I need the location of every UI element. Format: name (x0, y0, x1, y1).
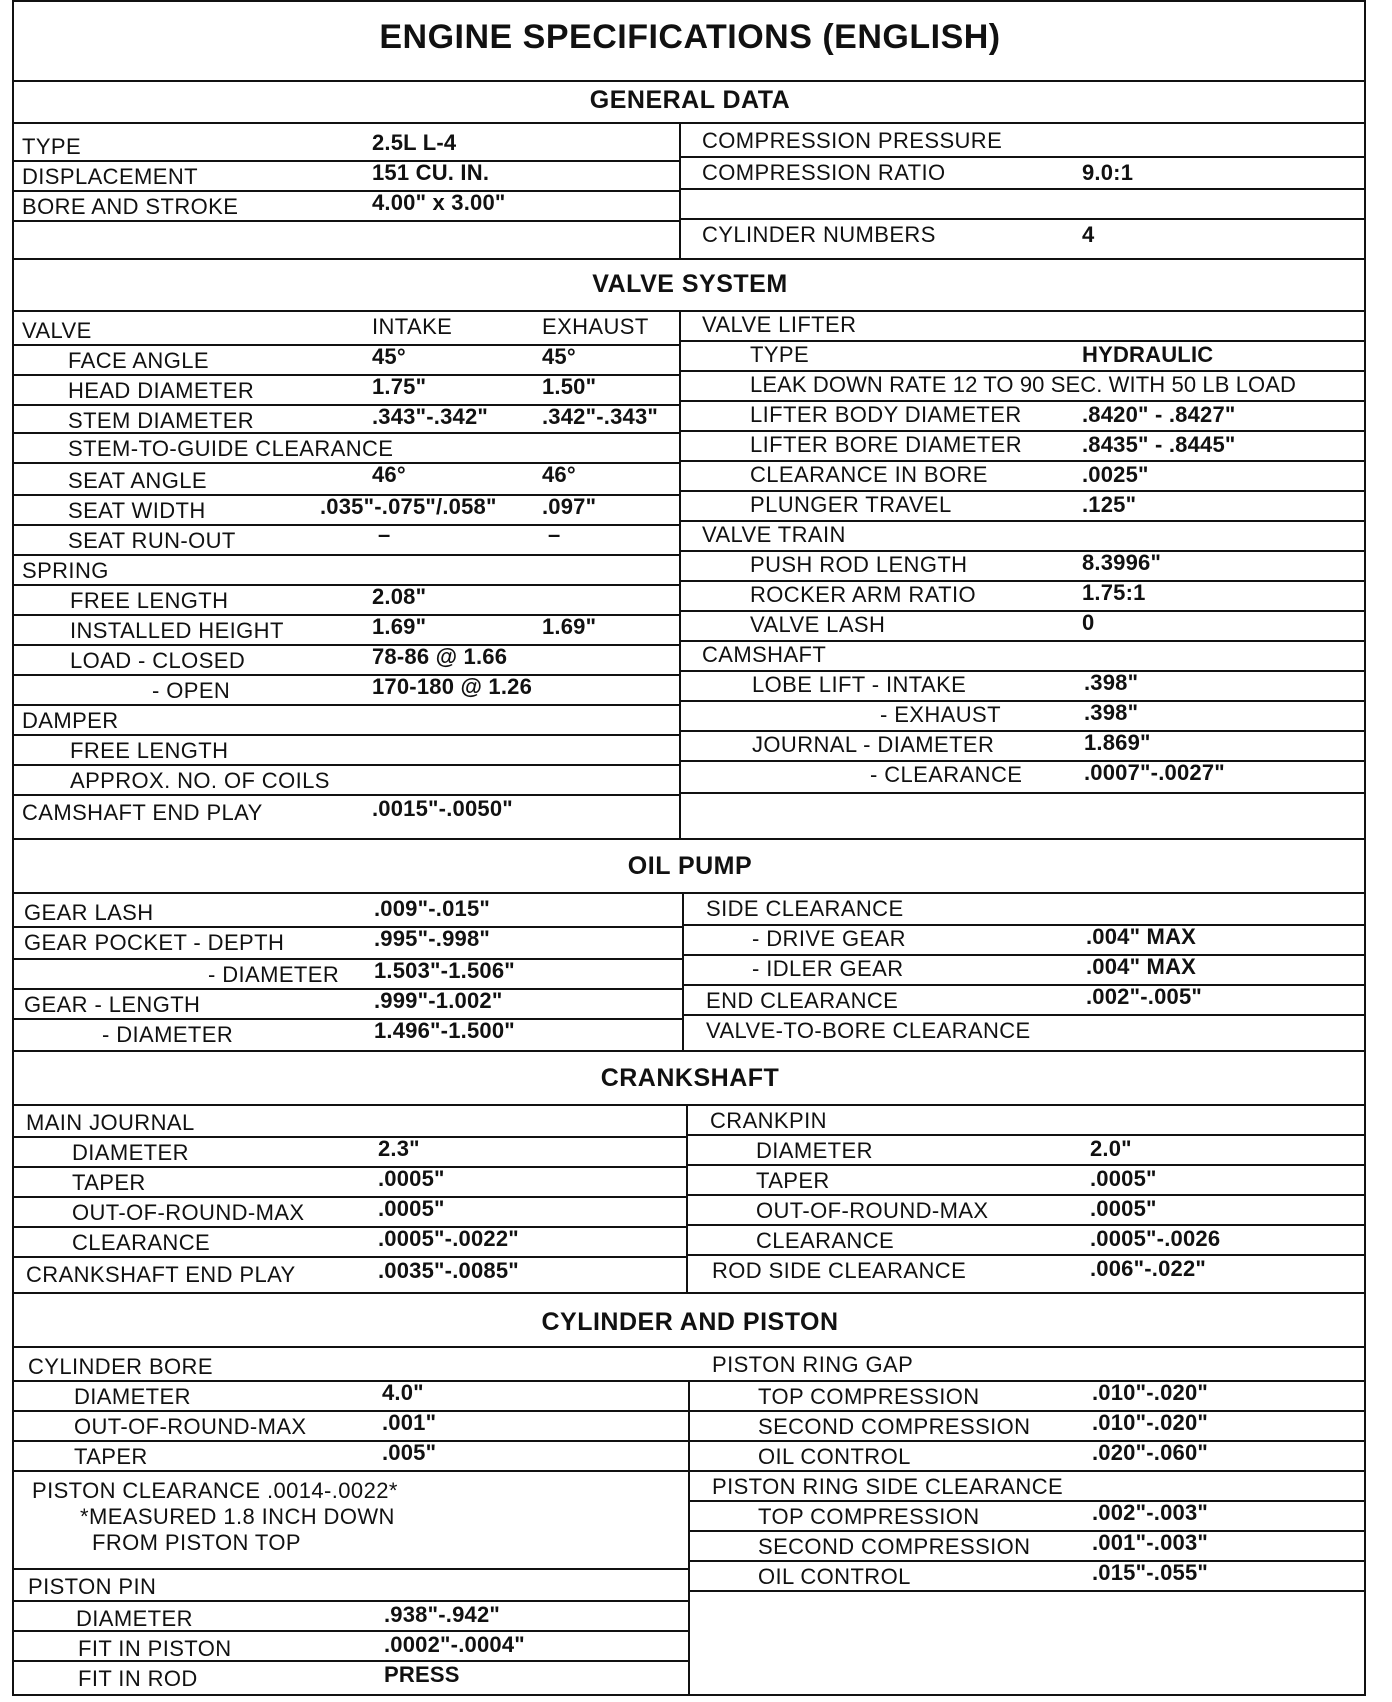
row-line (687, 1254, 1366, 1256)
row-line (12, 794, 679, 796)
spec-sheet (12, 0, 1368, 1698)
clearance-bore-value: .0025" (1082, 462, 1149, 487)
stem-diameter-label: STEM DIAMETER (68, 408, 255, 433)
col-divider (682, 892, 684, 1050)
push-rod-value: 8.3996" (1082, 550, 1162, 575)
row-line (12, 220, 679, 222)
head-diameter-exhaust: 1.50" (542, 374, 597, 399)
main-taper-label: TAPER (72, 1170, 146, 1195)
cam-end-play-label: CAMSHAFT END PLAY (22, 800, 263, 825)
pin-oor-label: OUT-OF-ROUND-MAX (756, 1198, 989, 1223)
pin-taper-label: TAPER (756, 1168, 830, 1193)
seat-runout-intake: – (378, 522, 391, 547)
idler-gear-label: - IDLER GEAR (752, 956, 904, 981)
cylinder-numbers-label: CYLINDER NUMBERS (702, 222, 936, 247)
journal-clearance-value: .0007"-.0027" (1084, 760, 1225, 785)
gear-diameter-value: 1.496"-1.500" (374, 1018, 515, 1043)
row-line (12, 1136, 686, 1138)
rule (12, 1104, 1366, 1106)
bore-taper-label: TAPER (74, 1444, 148, 1469)
installed-height-exhaust: 1.69" (542, 614, 597, 639)
cylinder-numbers-value: 4 (1082, 222, 1095, 247)
row-line (12, 704, 679, 706)
measured-note: *MEASURED 1.8 INCH DOWN (80, 1504, 395, 1529)
gap-oil-value: .020"-.060" (1092, 1440, 1209, 1465)
main-journal-label: MAIN JOURNAL (26, 1110, 195, 1135)
section-cylinder-piston: CYLINDER AND PISTON (541, 1308, 839, 1336)
page-title: ENGINE SPECIFICATIONS (ENGLISH) (379, 18, 1001, 56)
crank-end-play-label: CRANKSHAFT END PLAY (26, 1262, 296, 1287)
rule (12, 310, 1366, 312)
journal-clearance-label: - CLEARANCE (870, 762, 1023, 787)
row-line (680, 700, 1366, 702)
fit-rod-value: PRESS (384, 1662, 460, 1687)
drive-gear-label: - DRIVE GEAR (752, 926, 906, 951)
leak-down-label: LEAK DOWN RATE 12 TO 90 SEC. WITH 50 LB LOAD (750, 372, 1297, 397)
row-line (12, 462, 679, 464)
frame-top (12, 0, 1366, 2)
row-line (680, 156, 1366, 158)
row-line (12, 1226, 686, 1228)
row-line (687, 1224, 1366, 1226)
pocket-diameter-label: - DIAMETER (208, 962, 340, 987)
row-line (12, 926, 682, 928)
row-line (680, 218, 1366, 220)
bore-stroke-value: 4.00" x 3.00" (372, 190, 506, 215)
spring-label: SPRING (22, 558, 109, 583)
section-general-data: GENERAL DATA (589, 86, 791, 114)
row-line (12, 674, 679, 676)
bore-stroke-label: BORE AND STROKE (22, 194, 239, 219)
row-line (680, 792, 1366, 794)
damper-free-length-label: FREE LENGTH (70, 738, 229, 763)
seat-runout-exhaust: – (548, 522, 561, 547)
rule (12, 838, 1366, 840)
row-line (12, 584, 679, 586)
row-line (12, 1568, 688, 1570)
pin-oor-value: .0005" (1090, 1196, 1157, 1221)
compression-ratio-value: 9.0:1 (1082, 160, 1134, 185)
valve-train-label: VALVE TRAIN (702, 522, 846, 547)
main-oor-value: .0005" (378, 1196, 445, 1221)
free-length-value: 2.08" (372, 584, 427, 609)
end-clearance-label: END CLEARANCE (706, 988, 899, 1013)
lifter-type-value: HYDRAULIC (1082, 342, 1214, 367)
piston-pin-label: PISTON PIN (28, 1574, 157, 1599)
row-line (687, 1164, 1366, 1166)
gap-second-label: SECOND COMPRESSION (758, 1414, 1031, 1439)
rod-side-value: .006"-.022" (1090, 1256, 1207, 1281)
side-top-label: TOP COMPRESSION (758, 1504, 980, 1529)
side-oil-value: .015"-.055" (1092, 1560, 1209, 1585)
fit-piston-value: .0002"-.0004" (384, 1632, 525, 1657)
rule (12, 258, 1366, 260)
col-divider (686, 1104, 688, 1292)
rule (12, 1292, 1366, 1294)
face-angle-exhaust: 45° (542, 344, 576, 369)
fit-rod-label: FIT IN ROD (78, 1666, 198, 1691)
side-clearance-label: SIDE CLEARANCE (706, 896, 904, 921)
valve-bore-label: VALVE-TO-BORE CLEARANCE (706, 1018, 1031, 1043)
bore-diameter-value: 4.0" (382, 1380, 424, 1405)
pin-diameter-value: .938"-.942" (384, 1602, 501, 1627)
piston-clearance-label: PISTON CLEARANCE .0014-.0022* (32, 1478, 398, 1503)
row-line (12, 764, 679, 766)
row-line (12, 1410, 688, 1412)
row-line (687, 1134, 1366, 1136)
row-line (689, 1440, 1366, 1442)
pocket-diameter-value: 1.503"-1.506" (374, 958, 515, 983)
rod-side-label: ROD SIDE CLEARANCE (712, 1258, 967, 1283)
row-line (689, 1410, 1366, 1412)
row-line (12, 160, 679, 162)
row-line (12, 1166, 686, 1168)
main-clearance-value: .0005"-.0022" (378, 1226, 519, 1251)
seat-width-exhaust: .097" (542, 494, 597, 519)
bore-diameter-label: DIAMETER (74, 1384, 191, 1409)
drive-gear-value: .004" MAX (1086, 924, 1197, 949)
row-line (12, 644, 679, 646)
gap-top-label: TOP COMPRESSION (758, 1384, 980, 1409)
gear-length-value: .999"-1.002" (374, 988, 503, 1013)
journal-diameter-value: 1.869" (1084, 730, 1151, 755)
seat-width-intake: .035"-.075"/.058" (320, 494, 497, 519)
rule (12, 1050, 1366, 1052)
pin-taper-value: .0005" (1090, 1166, 1157, 1191)
seat-angle-label: SEAT ANGLE (68, 468, 207, 493)
lifter-type-label: TYPE (750, 342, 810, 367)
row-line (683, 984, 1366, 986)
clearance-bore-label: CLEARANCE IN BORE (750, 462, 988, 487)
intake-header: INTAKE (372, 314, 453, 339)
rule (12, 80, 1366, 82)
compression-pressure-label: COMPRESSION PRESSURE (702, 128, 1003, 153)
section-crankshaft: CRANKSHAFT (600, 1064, 780, 1092)
bore-taper-value: .005" (382, 1440, 437, 1465)
row-line (12, 988, 682, 990)
row-line (689, 1530, 1366, 1532)
face-angle-intake: 45° (372, 344, 406, 369)
row-line (12, 1440, 688, 1442)
gap-second-value: .010"-.020" (1092, 1410, 1209, 1435)
main-taper-value: .0005" (378, 1166, 445, 1191)
gear-lash-label: GEAR LASH (24, 900, 154, 925)
head-diameter-intake: 1.75" (372, 374, 427, 399)
lobe-exhaust-value: .398" (1084, 700, 1139, 725)
crank-end-play-value: .0035"-.0085" (378, 1258, 519, 1283)
idler-gear-value: .004" MAX (1086, 954, 1197, 979)
row-line (12, 734, 679, 736)
type-label: TYPE (22, 134, 82, 159)
plunger-value: .125" (1082, 492, 1137, 517)
row-line (689, 1590, 1366, 1592)
fit-piston-label: FIT IN PISTON (78, 1636, 232, 1661)
displacement-value: 151 CU. IN. (372, 160, 490, 185)
ring-side-label: PISTON RING SIDE CLEARANCE (712, 1474, 1064, 1499)
load-open-label: - OPEN (152, 678, 231, 703)
pin-clearance-value: .0005"-.0026 (1090, 1226, 1221, 1251)
pin-clearance-label: CLEARANCE (756, 1228, 895, 1253)
rocker-label: ROCKER ARM RATIO (750, 582, 977, 607)
seat-angle-exhaust: 46° (542, 462, 576, 487)
load-open-value: 170-180 @ 1.26 (372, 674, 533, 699)
rule (12, 892, 1366, 894)
lobe-exhaust-label: - EXHAUST (880, 702, 1001, 727)
pin-diameter-value: 2.0" (1090, 1136, 1132, 1161)
main-clearance-label: CLEARANCE (72, 1230, 211, 1255)
section-oil-pump: OIL PUMP (627, 852, 753, 880)
main-diameter-label: DIAMETER (72, 1140, 189, 1165)
type-value: 2.5L L-4 (372, 130, 457, 155)
bore-oor-label: OUT-OF-ROUND-MAX (74, 1414, 307, 1439)
col-divider (679, 122, 681, 258)
load-closed-label: LOAD - CLOSED (70, 648, 246, 673)
pin-diameter-label: DIAMETER (756, 1138, 873, 1163)
lifter-bore-label: LIFTER BORE DIAMETER (750, 432, 1023, 457)
main-diameter-value: 2.3" (378, 1136, 420, 1161)
row-line (12, 1600, 688, 1602)
row-line (680, 188, 1366, 190)
face-angle-label: FACE ANGLE (68, 348, 209, 373)
lobe-intake-value: .398" (1084, 670, 1139, 695)
bore-oor-value: .001" (382, 1410, 437, 1435)
end-clearance-value: .002"-.005" (1086, 984, 1203, 1009)
lash-label: VALVE LASH (750, 612, 886, 637)
pocket-depth-value: .995"-.998" (374, 926, 491, 951)
push-rod-label: PUSH ROD LENGTH (750, 552, 968, 577)
row-line (689, 1470, 1366, 1472)
gear-length-label: GEAR - LENGTH (24, 992, 201, 1017)
row-line (12, 1196, 686, 1198)
stem-diameter-exhaust: .342"-.343" (542, 404, 659, 429)
row-line (683, 1014, 1366, 1016)
row-line (689, 1560, 1366, 1562)
camshaft-label: CAMSHAFT (702, 642, 827, 667)
rocker-value: 1.75:1 (1082, 580, 1146, 605)
rule (12, 1346, 1366, 1348)
cam-end-play-value: .0015"-.0050" (372, 796, 513, 821)
cylinder-bore-label: CYLINDER BORE (28, 1354, 213, 1379)
compression-ratio-label: COMPRESSION RATIO (702, 160, 946, 185)
row-line (12, 344, 679, 346)
row-line (12, 1018, 682, 1020)
plunger-label: PLUNGER TRAVEL (750, 492, 952, 517)
valve-lifter-label: VALVE LIFTER (702, 312, 857, 337)
ring-gap-label: PISTON RING GAP (712, 1352, 914, 1377)
main-oor-label: OUT-OF-ROUND-MAX (72, 1200, 305, 1225)
pocket-depth-label: GEAR POCKET - DEPTH (24, 930, 285, 955)
free-length-label: FREE LENGTH (70, 588, 229, 613)
installed-height-label: INSTALLED HEIGHT (70, 618, 284, 643)
seat-runout-label: SEAT RUN-OUT (68, 528, 236, 553)
valve-label: VALVE (22, 318, 92, 343)
side-second-value: .001"-.003" (1092, 1530, 1209, 1555)
lash-value: 0 (1082, 610, 1095, 635)
row-line (12, 554, 679, 556)
stem-diameter-intake: .343"-.342" (372, 404, 489, 429)
seat-width-label: SEAT WIDTH (68, 498, 206, 523)
head-diameter-label: HEAD DIAMETER (68, 378, 255, 403)
row-line (12, 524, 679, 526)
lobe-intake-label: LOBE LIFT - INTAKE (752, 672, 967, 697)
side-top-value: .002"-.003" (1092, 1500, 1209, 1525)
journal-diameter-label: JOURNAL - DIAMETER (752, 732, 995, 757)
crankpin-label: CRANKPIN (710, 1108, 827, 1133)
stem-guide-label: STEM-TO-GUIDE CLEARANCE (68, 436, 394, 461)
pin-diameter-label: DIAMETER (76, 1606, 193, 1631)
gear-lash-value: .009"-.015" (374, 896, 491, 921)
row-line (12, 1470, 688, 1472)
damper-label: DAMPER (22, 708, 119, 733)
side-second-label: SECOND COMPRESSION (758, 1534, 1031, 1559)
from-top-note: FROM PISTON TOP (92, 1530, 301, 1555)
exhaust-header: EXHAUST (542, 314, 649, 339)
row-line (12, 1256, 686, 1258)
coils-label: APPROX. NO. OF COILS (70, 768, 330, 793)
lifter-body-label: LIFTER BODY DIAMETER (750, 402, 1022, 427)
gap-top-value: .010"-.020" (1092, 1380, 1209, 1405)
col-divider (688, 1380, 690, 1696)
lifter-body-value: .8420" - .8427" (1082, 402, 1236, 427)
row-line (689, 1500, 1366, 1502)
row-line (12, 190, 679, 192)
row-line (687, 1194, 1366, 1196)
installed-height-intake: 1.69" (372, 614, 427, 639)
col-divider (679, 310, 681, 838)
section-valve-system: VALVE SYSTEM (592, 270, 788, 298)
gear-diameter-label: - DIAMETER (102, 1022, 234, 1047)
side-oil-label: OIL CONTROL (758, 1564, 911, 1589)
row-line (680, 760, 1366, 762)
gap-oil-label: OIL CONTROL (758, 1444, 911, 1469)
displacement-label: DISPLACEMENT (22, 164, 198, 189)
rule (12, 122, 1366, 124)
seat-angle-intake: 46° (372, 462, 406, 487)
load-closed-value: 78-86 @ 1.66 (372, 644, 508, 669)
lifter-bore-value: .8435" - .8445" (1082, 432, 1236, 457)
row-line (12, 958, 682, 960)
